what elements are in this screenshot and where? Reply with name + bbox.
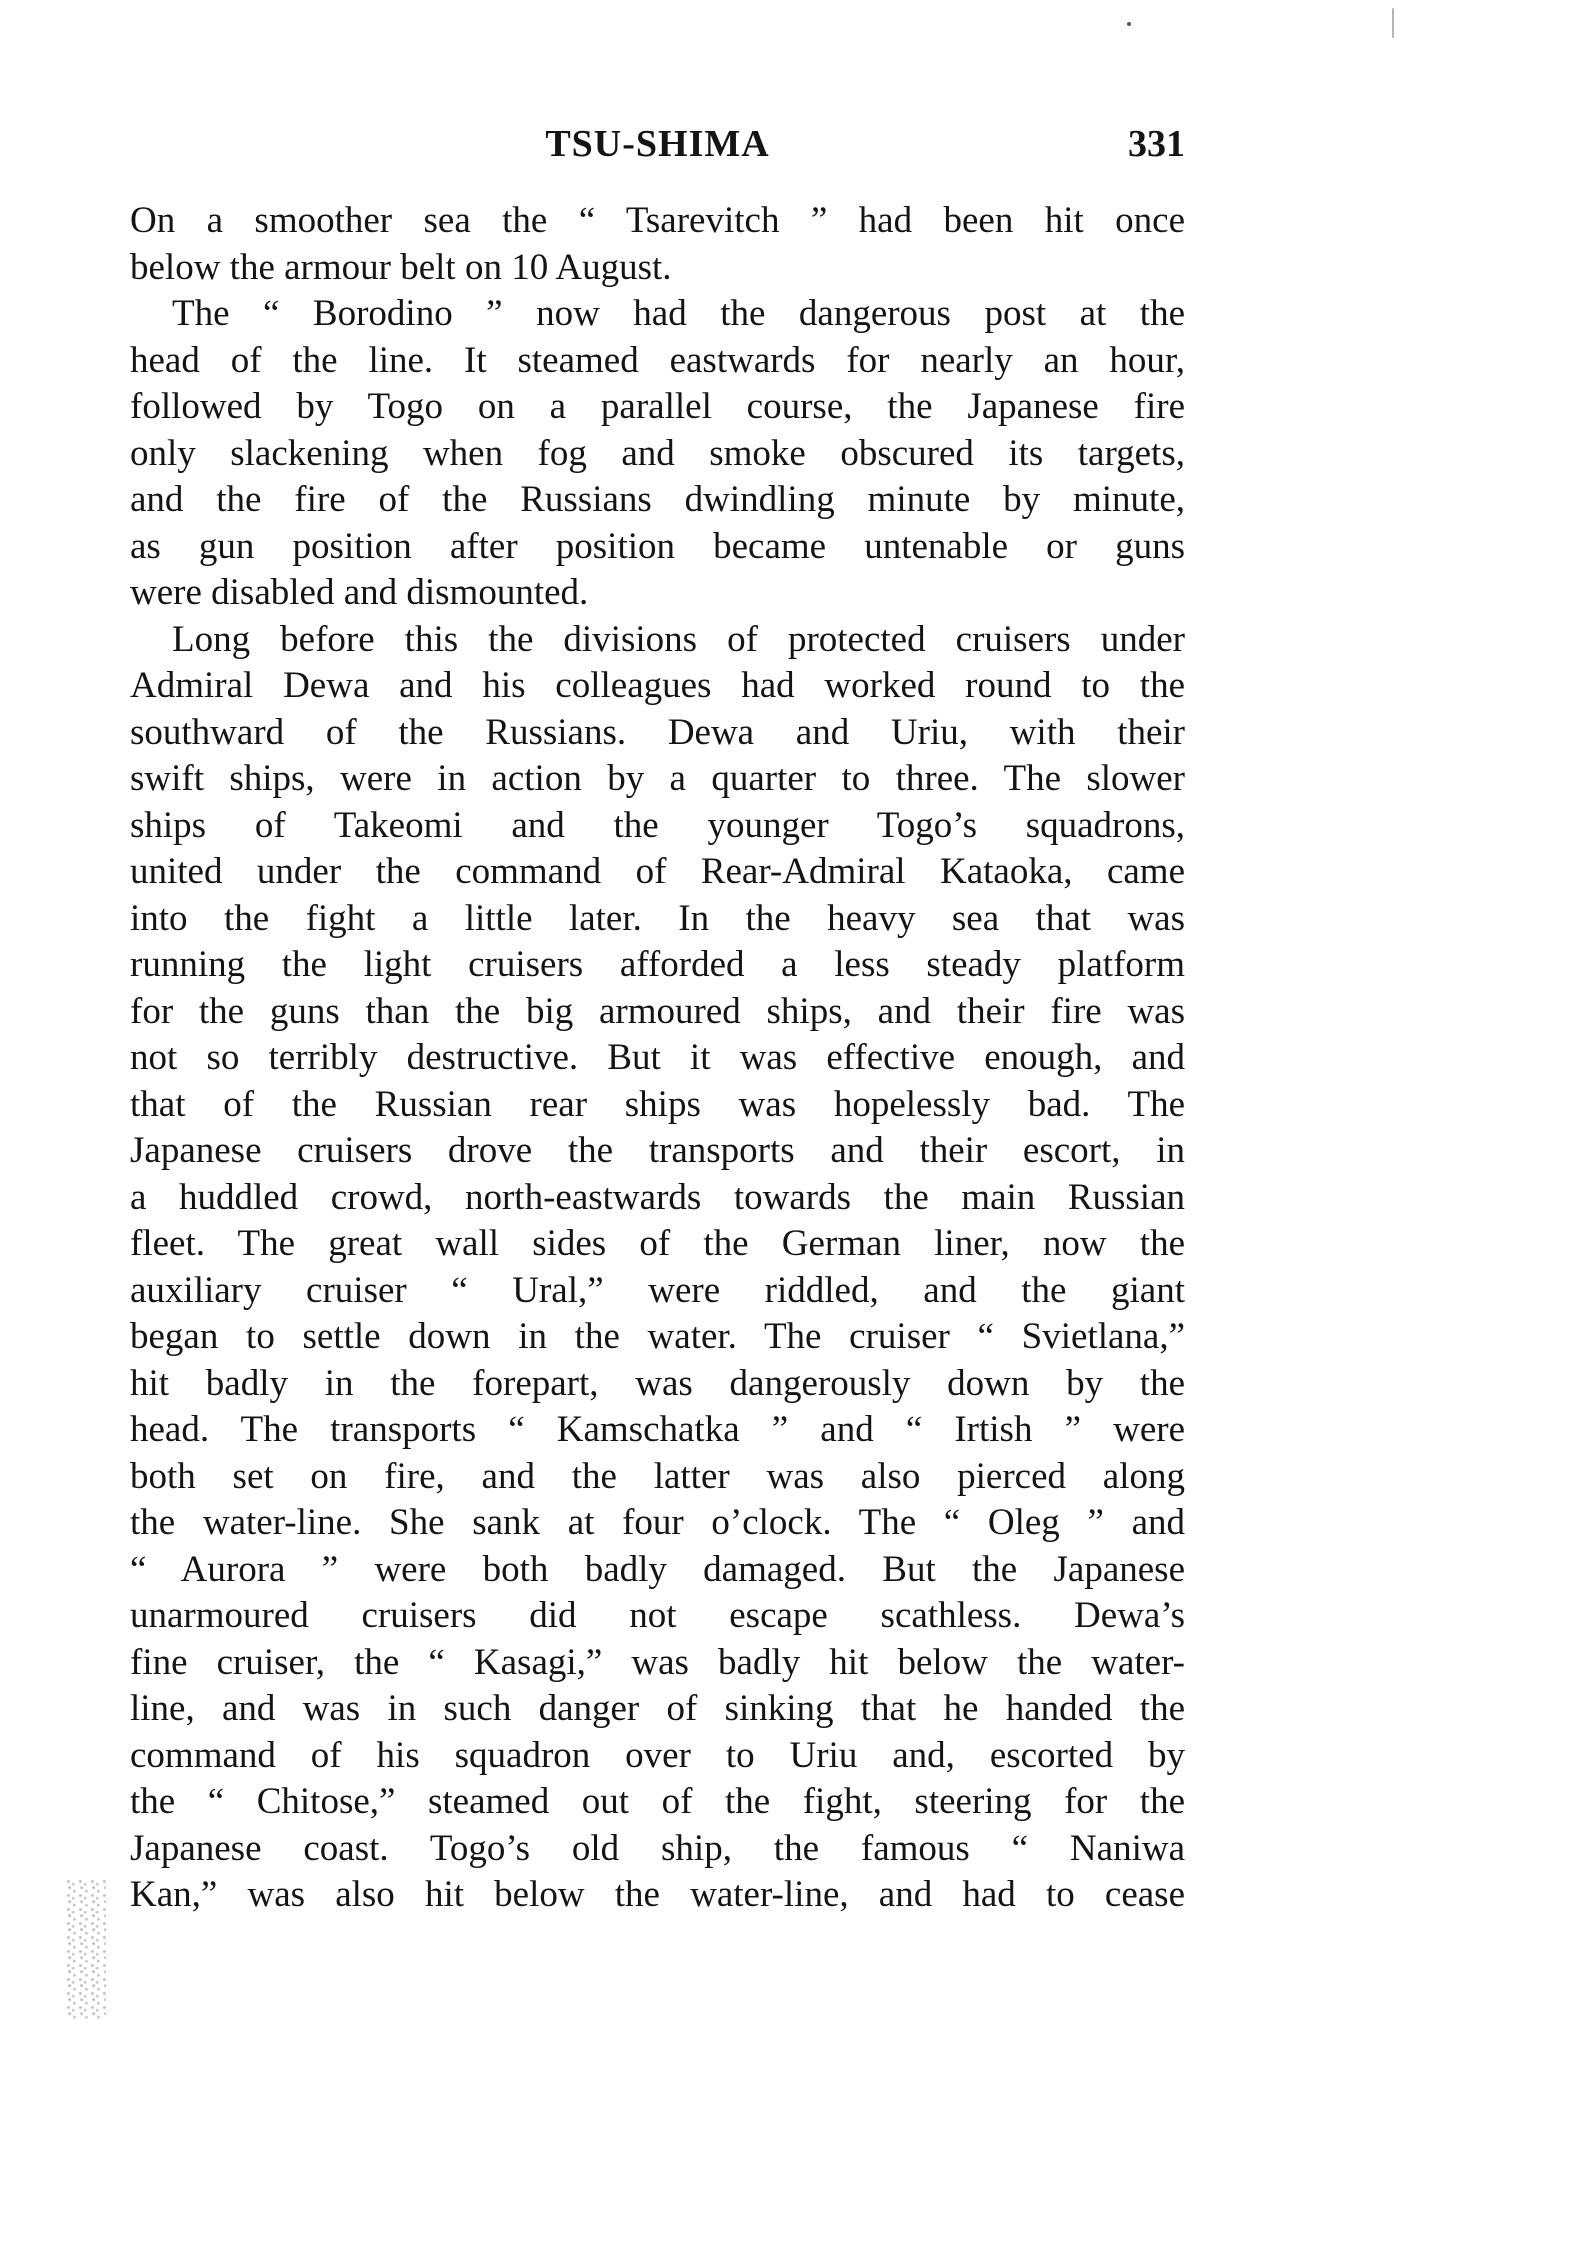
text-line: and the fire of the Russians dwindling minute by minute,: [130, 479, 1185, 520]
text-line: that of the Russian rear ships was hopelessly bad. The: [130, 1083, 1185, 1125]
text-line: the water-line. She sank at four o’clock. The “ Oleg ” and: [130, 1502, 1185, 1543]
text-line: fleet. The great wall sides of the German liner, now the: [130, 1223, 1185, 1264]
page-number: 331: [1128, 123, 1185, 165]
print-speck: [1392, 8, 1394, 38]
print-speck: [1127, 22, 1131, 26]
text-line: Kan,” was also hit below the water-line, and had to cease: [130, 1874, 1185, 1915]
text-line: fine cruiser, the “ Kasagi,” was badly hit below the water-: [130, 1641, 1185, 1683]
text-line: swift ships, were in action by a quarter to three. The slower: [130, 758, 1185, 799]
text-line: Japanese cruisers drove the transports and their escort, in: [130, 1130, 1185, 1171]
text-line: hit badly in the forepart, was dangerously down by the: [130, 1362, 1185, 1404]
text-line: The “ Borodino ” now had the dangerous post at the: [172, 293, 1185, 334]
text-line: running the light cruisers afforded a less steady platform: [130, 944, 1185, 985]
body-text: [130, 198, 1185, 1919]
text-line: head. The transports “ Kamschatka ” and “ Irtish ” were: [130, 1409, 1185, 1450]
text-line: Japanese coast. Togo’s old ship, the famous “ Naniwa: [130, 1827, 1185, 1869]
text-line: into the fight a little later. In the heavy sea that was: [130, 897, 1185, 939]
text-line: a huddled crowd, north-eastwards towards the main Russian: [130, 1176, 1185, 1218]
text-line: only slackening when fog and smoke obscured its targets,: [130, 432, 1185, 474]
text-line: head of the line. It steamed eastwards for nearly an hour,: [130, 339, 1185, 381]
text-line: Admiral Dewa and his colleagues had worked round to the: [130, 665, 1185, 706]
text-line: On a smoother sea the “ Tsarevitch ” had been hit once: [130, 200, 1185, 241]
text-line: the “ Chitose,” steamed out of the fight, steering for the: [130, 1781, 1185, 1822]
text-line: unarmoured cruisers did not escape scathless. Dewa’s: [130, 1595, 1185, 1636]
text-line: command of his squadron over to Uriu and, escorted by: [130, 1734, 1185, 1776]
text-line: began to settle down in the water. The cruiser “ Svietlana,”: [130, 1316, 1185, 1357]
text-line: southward of the Russians. Dewa and Uriu, with their: [130, 711, 1185, 753]
text-line: line, and was in such danger of sinking that he handed the: [130, 1688, 1185, 1729]
text-line: ships of Takeomi and the younger Togo’s squadrons,: [130, 804, 1185, 846]
text-line: were disabled and dismounted.: [130, 572, 589, 613]
text-line: Long before this the divisions of protected cruisers under: [172, 618, 1185, 660]
text-line: for the guns than the big armoured ships, and their fire was: [130, 990, 1185, 1032]
text-line: followed by Togo on a parallel course, the Japanese fire: [130, 386, 1185, 427]
text-line: united under the command of Rear-Admiral Kataoka, came: [130, 851, 1185, 892]
scan-edge-noise: [66, 1880, 106, 2020]
text-line: “ Aurora ” were both badly damaged. But the Japanese: [130, 1548, 1185, 1590]
text-line: not so terribly destructive. But it was effective enough, and: [130, 1037, 1185, 1078]
running-head: [130, 122, 1185, 182]
text-line: both set on fire, and the latter was also pierced along: [130, 1455, 1185, 1497]
running-title: TSU-SHIMA: [545, 123, 770, 165]
text-line: as gun position after position became untenable or guns: [130, 525, 1185, 567]
text-line: auxiliary cruiser “ Ural,” were riddled, and the giant: [130, 1269, 1185, 1311]
text-line: below the armour belt on 10 August.: [130, 246, 672, 288]
